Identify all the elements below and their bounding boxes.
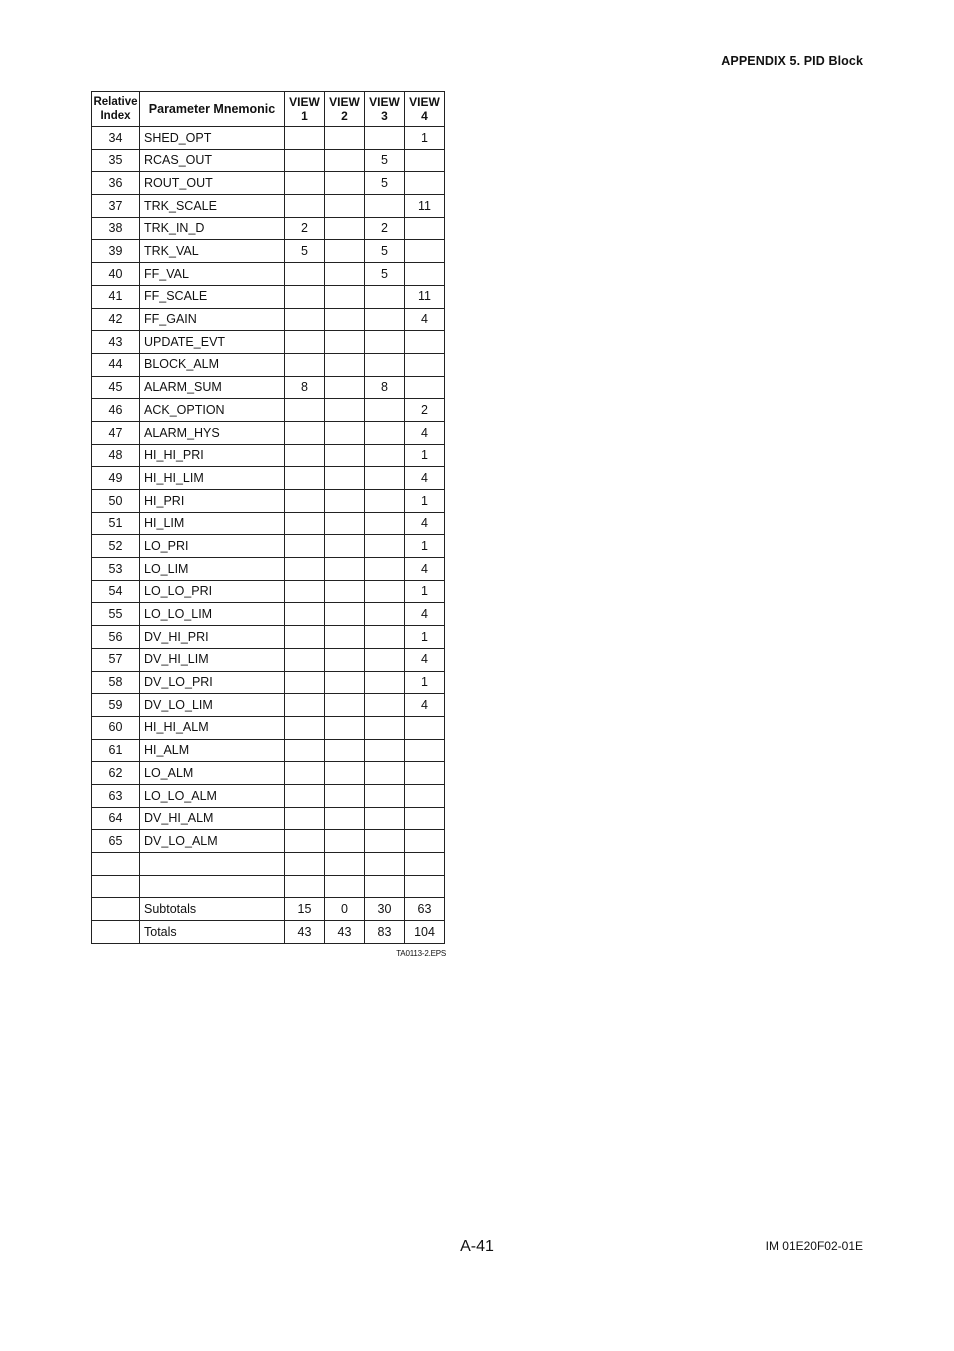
cell-view-1 xyxy=(285,580,325,603)
cell-relative-index xyxy=(92,921,140,944)
cell-relative-index: 49 xyxy=(92,467,140,490)
table-row xyxy=(92,172,445,195)
cell-view-4: 4 xyxy=(405,308,445,331)
cell-relative-index: 58 xyxy=(92,671,140,694)
cell-relative-index: 57 xyxy=(92,648,140,671)
cell-view-2 xyxy=(325,421,365,444)
cell-view-3 xyxy=(365,512,405,535)
cell-relative-index: 40 xyxy=(92,263,140,286)
cell-parameter-mnemonic: DV_HI_ALM xyxy=(140,807,285,830)
cell-relative-index: 56 xyxy=(92,626,140,649)
cell-view-4 xyxy=(405,716,445,739)
cell-view-3: 2 xyxy=(365,217,405,240)
cell-view-1: 43 xyxy=(285,921,325,944)
cell-view-1 xyxy=(285,263,325,286)
cell-parameter-mnemonic: SHED_OPT xyxy=(140,127,285,150)
table-row xyxy=(92,558,445,581)
cell-view-1 xyxy=(285,490,325,513)
cell-view-4: 1 xyxy=(405,490,445,513)
table-row xyxy=(92,875,445,898)
cell-view-2 xyxy=(325,467,365,490)
cell-view-2 xyxy=(325,240,365,263)
cell-view-3 xyxy=(365,331,405,354)
cell-view-1 xyxy=(285,149,325,172)
cell-parameter-mnemonic: FF_SCALE xyxy=(140,285,285,308)
cell-view-1 xyxy=(285,784,325,807)
cell-view-3 xyxy=(365,626,405,649)
cell-view-3 xyxy=(365,490,405,513)
table-row xyxy=(92,580,445,603)
cell-view-1: 8 xyxy=(285,376,325,399)
cell-view-3: 5 xyxy=(365,172,405,195)
cell-view-2 xyxy=(325,490,365,513)
cell-view-3 xyxy=(365,195,405,218)
table-row xyxy=(92,353,445,376)
cell-view-1 xyxy=(285,807,325,830)
cell-view-2 xyxy=(325,853,365,876)
cell-parameter-mnemonic: Subtotals xyxy=(140,898,285,921)
cell-view-4: 1 xyxy=(405,671,445,694)
table-row xyxy=(92,217,445,240)
cell-view-2 xyxy=(325,784,365,807)
cell-view-1 xyxy=(285,762,325,785)
cell-view-4: 1 xyxy=(405,626,445,649)
cell-view-1 xyxy=(285,671,325,694)
cell-view-2 xyxy=(325,444,365,467)
cell-view-3 xyxy=(365,716,405,739)
cell-view-4 xyxy=(405,807,445,830)
cell-view-1: 5 xyxy=(285,240,325,263)
table-row xyxy=(92,739,445,762)
table-row xyxy=(92,467,445,490)
cell-view-1 xyxy=(285,285,325,308)
page-header: APPENDIX 5. PID Block xyxy=(721,54,863,68)
cell-view-1 xyxy=(285,353,325,376)
cell-view-4: 4 xyxy=(405,558,445,581)
cell-relative-index: 37 xyxy=(92,195,140,218)
cell-view-4: 4 xyxy=(405,648,445,671)
table-row xyxy=(92,331,445,354)
cell-view-4 xyxy=(405,376,445,399)
cell-parameter-mnemonic: DV_HI_PRI xyxy=(140,626,285,649)
cell-view-1 xyxy=(285,512,325,535)
cell-view-3 xyxy=(365,353,405,376)
cell-view-1 xyxy=(285,830,325,853)
cell-view-3 xyxy=(365,875,405,898)
cell-parameter-mnemonic: FF_VAL xyxy=(140,263,285,286)
cell-view-4 xyxy=(405,240,445,263)
cell-view-2 xyxy=(325,558,365,581)
figure-reference: TA0113-2.EPS xyxy=(396,949,446,958)
cell-view-1 xyxy=(285,399,325,422)
cell-parameter-mnemonic: HI_HI_PRI xyxy=(140,444,285,467)
table-row xyxy=(92,807,445,830)
cell-parameter-mnemonic: LO_LO_PRI xyxy=(140,580,285,603)
cell-view-2 xyxy=(325,353,365,376)
cell-parameter-mnemonic: DV_HI_LIM xyxy=(140,648,285,671)
cell-view-4 xyxy=(405,739,445,762)
cell-relative-index xyxy=(92,875,140,898)
header-relative-index: Relative Index xyxy=(92,92,140,127)
cell-view-1 xyxy=(285,308,325,331)
table-row xyxy=(92,648,445,671)
cell-view-3: 5 xyxy=(365,240,405,263)
table-row xyxy=(92,376,445,399)
cell-relative-index xyxy=(92,853,140,876)
cell-view-2 xyxy=(325,263,365,286)
cell-view-3 xyxy=(365,535,405,558)
table-row xyxy=(92,762,445,785)
cell-parameter-mnemonic: LO_LIM xyxy=(140,558,285,581)
cell-view-1 xyxy=(285,172,325,195)
cell-view-3: 8 xyxy=(365,376,405,399)
cell-relative-index: 59 xyxy=(92,694,140,717)
cell-view-1 xyxy=(285,875,325,898)
cell-relative-index: 39 xyxy=(92,240,140,263)
cell-relative-index: 46 xyxy=(92,399,140,422)
cell-view-2 xyxy=(325,512,365,535)
cell-view-3 xyxy=(365,603,405,626)
cell-relative-index: 65 xyxy=(92,830,140,853)
cell-view-1: 15 xyxy=(285,898,325,921)
table-row xyxy=(92,308,445,331)
cell-parameter-mnemonic: DV_LO_PRI xyxy=(140,671,285,694)
cell-view-4 xyxy=(405,172,445,195)
cell-view-1 xyxy=(285,535,325,558)
cell-view-2 xyxy=(325,694,365,717)
cell-view-2: 0 xyxy=(325,898,365,921)
cell-parameter-mnemonic xyxy=(140,875,285,898)
cell-relative-index: 38 xyxy=(92,217,140,240)
cell-relative-index: 51 xyxy=(92,512,140,535)
cell-view-3: 30 xyxy=(365,898,405,921)
cell-view-4 xyxy=(405,875,445,898)
cell-view-3: 83 xyxy=(365,921,405,944)
table-row xyxy=(92,853,445,876)
cell-relative-index: 63 xyxy=(92,784,140,807)
cell-parameter-mnemonic: UPDATE_EVT xyxy=(140,331,285,354)
table-row xyxy=(92,512,445,535)
cell-parameter-mnemonic: BLOCK_ALM xyxy=(140,353,285,376)
parameter-view-table xyxy=(91,91,445,944)
cell-view-3 xyxy=(365,285,405,308)
cell-view-3 xyxy=(365,467,405,490)
cell-view-4: 1 xyxy=(405,535,445,558)
table-row xyxy=(92,149,445,172)
cell-relative-index: 50 xyxy=(92,490,140,513)
cell-relative-index: 41 xyxy=(92,285,140,308)
cell-parameter-mnemonic: DV_LO_ALM xyxy=(140,830,285,853)
cell-view-4 xyxy=(405,784,445,807)
table-row xyxy=(92,285,445,308)
cell-view-1 xyxy=(285,421,325,444)
cell-view-1 xyxy=(285,195,325,218)
cell-parameter-mnemonic: HI_PRI xyxy=(140,490,285,513)
cell-view-4 xyxy=(405,331,445,354)
cell-relative-index: 62 xyxy=(92,762,140,785)
cell-relative-index: 47 xyxy=(92,421,140,444)
table-row xyxy=(92,784,445,807)
cell-view-3 xyxy=(365,807,405,830)
cell-parameter-mnemonic: RCAS_OUT xyxy=(140,149,285,172)
cell-view-3 xyxy=(365,444,405,467)
document-id: IM 01E20F02-01E xyxy=(765,1239,863,1253)
header-view-2: VIEW 2 xyxy=(325,92,365,127)
cell-view-4: 11 xyxy=(405,285,445,308)
cell-view-2 xyxy=(325,626,365,649)
cell-view-2 xyxy=(325,172,365,195)
cell-view-2 xyxy=(325,217,365,240)
cell-view-1 xyxy=(285,853,325,876)
cell-relative-index: 43 xyxy=(92,331,140,354)
cell-relative-index: 48 xyxy=(92,444,140,467)
cell-view-2 xyxy=(325,331,365,354)
cell-parameter-mnemonic: LO_ALM xyxy=(140,762,285,785)
table-row xyxy=(92,898,445,921)
table-row xyxy=(92,921,445,944)
cell-view-4 xyxy=(405,853,445,876)
table-row xyxy=(92,444,445,467)
cell-view-2 xyxy=(325,376,365,399)
cell-view-4: 63 xyxy=(405,898,445,921)
header-view-1: VIEW 1 xyxy=(285,92,325,127)
cell-relative-index: 34 xyxy=(92,127,140,150)
cell-parameter-mnemonic xyxy=(140,853,285,876)
cell-view-2 xyxy=(325,580,365,603)
table-row xyxy=(92,421,445,444)
cell-view-4: 4 xyxy=(405,421,445,444)
cell-parameter-mnemonic: ROUT_OUT xyxy=(140,172,285,195)
cell-view-1 xyxy=(285,603,325,626)
cell-view-2 xyxy=(325,762,365,785)
cell-relative-index: 55 xyxy=(92,603,140,626)
table-row xyxy=(92,240,445,263)
cell-view-1 xyxy=(285,626,325,649)
cell-view-2 xyxy=(325,875,365,898)
cell-view-2 xyxy=(325,671,365,694)
cell-view-3: 5 xyxy=(365,149,405,172)
table-body xyxy=(92,127,445,944)
table-row xyxy=(92,626,445,649)
cell-view-4: 1 xyxy=(405,127,445,150)
table-row xyxy=(92,716,445,739)
header-parameter-mnemonic: Parameter Mnemonic xyxy=(140,92,285,127)
cell-relative-index: 42 xyxy=(92,308,140,331)
cell-parameter-mnemonic: LO_LO_ALM xyxy=(140,784,285,807)
cell-parameter-mnemonic: HI_LIM xyxy=(140,512,285,535)
cell-view-3 xyxy=(365,558,405,581)
table-row xyxy=(92,671,445,694)
table-row xyxy=(92,694,445,717)
cell-view-1 xyxy=(285,444,325,467)
cell-relative-index xyxy=(92,898,140,921)
cell-view-4: 1 xyxy=(405,580,445,603)
cell-view-3 xyxy=(365,830,405,853)
cell-parameter-mnemonic: ACK_OPTION xyxy=(140,399,285,422)
cell-parameter-mnemonic: FF_GAIN xyxy=(140,308,285,331)
cell-parameter-mnemonic: LO_LO_LIM xyxy=(140,603,285,626)
cell-parameter-mnemonic: HI_ALM xyxy=(140,739,285,762)
cell-view-2 xyxy=(325,195,365,218)
cell-view-2 xyxy=(325,149,365,172)
cell-view-2 xyxy=(325,285,365,308)
cell-view-2 xyxy=(325,739,365,762)
cell-relative-index: 61 xyxy=(92,739,140,762)
cell-view-2 xyxy=(325,603,365,626)
cell-parameter-mnemonic: ALARM_HYS xyxy=(140,421,285,444)
cell-view-3 xyxy=(365,739,405,762)
cell-view-4 xyxy=(405,217,445,240)
cell-view-4: 2 xyxy=(405,399,445,422)
cell-view-3 xyxy=(365,127,405,150)
cell-parameter-mnemonic: TRK_IN_D xyxy=(140,217,285,240)
cell-view-3 xyxy=(365,399,405,422)
cell-view-1 xyxy=(285,739,325,762)
cell-view-2 xyxy=(325,716,365,739)
cell-view-1: 2 xyxy=(285,217,325,240)
cell-relative-index: 53 xyxy=(92,558,140,581)
cell-view-2: 43 xyxy=(325,921,365,944)
cell-view-3 xyxy=(365,308,405,331)
cell-parameter-mnemonic: HI_HI_ALM xyxy=(140,716,285,739)
table-row xyxy=(92,263,445,286)
header-view-3: VIEW 3 xyxy=(365,92,405,127)
cell-view-4: 4 xyxy=(405,467,445,490)
cell-view-4: 4 xyxy=(405,603,445,626)
cell-view-2 xyxy=(325,308,365,331)
cell-relative-index: 54 xyxy=(92,580,140,603)
cell-parameter-mnemonic: LO_PRI xyxy=(140,535,285,558)
cell-relative-index: 44 xyxy=(92,353,140,376)
cell-view-2 xyxy=(325,127,365,150)
cell-view-1 xyxy=(285,694,325,717)
cell-parameter-mnemonic: ALARM_SUM xyxy=(140,376,285,399)
header-view-4: VIEW 4 xyxy=(405,92,445,127)
cell-view-1 xyxy=(285,467,325,490)
cell-view-3 xyxy=(365,853,405,876)
cell-view-4 xyxy=(405,830,445,853)
cell-view-3 xyxy=(365,648,405,671)
cell-view-3: 5 xyxy=(365,263,405,286)
table-row xyxy=(92,490,445,513)
cell-view-4 xyxy=(405,353,445,376)
cell-view-3 xyxy=(365,580,405,603)
cell-view-4 xyxy=(405,263,445,286)
cell-view-4: 104 xyxy=(405,921,445,944)
cell-relative-index: 64 xyxy=(92,807,140,830)
cell-relative-index: 36 xyxy=(92,172,140,195)
cell-relative-index: 52 xyxy=(92,535,140,558)
cell-parameter-mnemonic: Totals xyxy=(140,921,285,944)
cell-view-4: 11 xyxy=(405,195,445,218)
cell-view-4: 1 xyxy=(405,444,445,467)
cell-parameter-mnemonic: DV_LO_LIM xyxy=(140,694,285,717)
table-row xyxy=(92,535,445,558)
cell-view-4 xyxy=(405,149,445,172)
table-header-row xyxy=(92,92,445,127)
cell-view-1 xyxy=(285,648,325,671)
cell-view-2 xyxy=(325,648,365,671)
cell-view-3 xyxy=(365,784,405,807)
table-row xyxy=(92,195,445,218)
table-row xyxy=(92,603,445,626)
cell-view-4: 4 xyxy=(405,512,445,535)
cell-view-3 xyxy=(365,421,405,444)
cell-relative-index: 45 xyxy=(92,376,140,399)
cell-view-4 xyxy=(405,762,445,785)
cell-view-3 xyxy=(365,762,405,785)
page-number: A-41 xyxy=(460,1238,494,1255)
cell-relative-index: 60 xyxy=(92,716,140,739)
cell-view-2 xyxy=(325,830,365,853)
cell-view-1 xyxy=(285,127,325,150)
table-row xyxy=(92,399,445,422)
cell-view-2 xyxy=(325,399,365,422)
cell-relative-index: 35 xyxy=(92,149,140,172)
cell-parameter-mnemonic: HI_HI_LIM xyxy=(140,467,285,490)
cell-view-1 xyxy=(285,716,325,739)
cell-view-2 xyxy=(325,807,365,830)
cell-view-1 xyxy=(285,331,325,354)
cell-view-3 xyxy=(365,694,405,717)
cell-view-3 xyxy=(365,671,405,694)
table-row xyxy=(92,127,445,150)
cell-parameter-mnemonic: TRK_SCALE xyxy=(140,195,285,218)
table-row xyxy=(92,830,445,853)
cell-view-1 xyxy=(285,558,325,581)
cell-view-4: 4 xyxy=(405,694,445,717)
cell-parameter-mnemonic: TRK_VAL xyxy=(140,240,285,263)
cell-view-2 xyxy=(325,535,365,558)
